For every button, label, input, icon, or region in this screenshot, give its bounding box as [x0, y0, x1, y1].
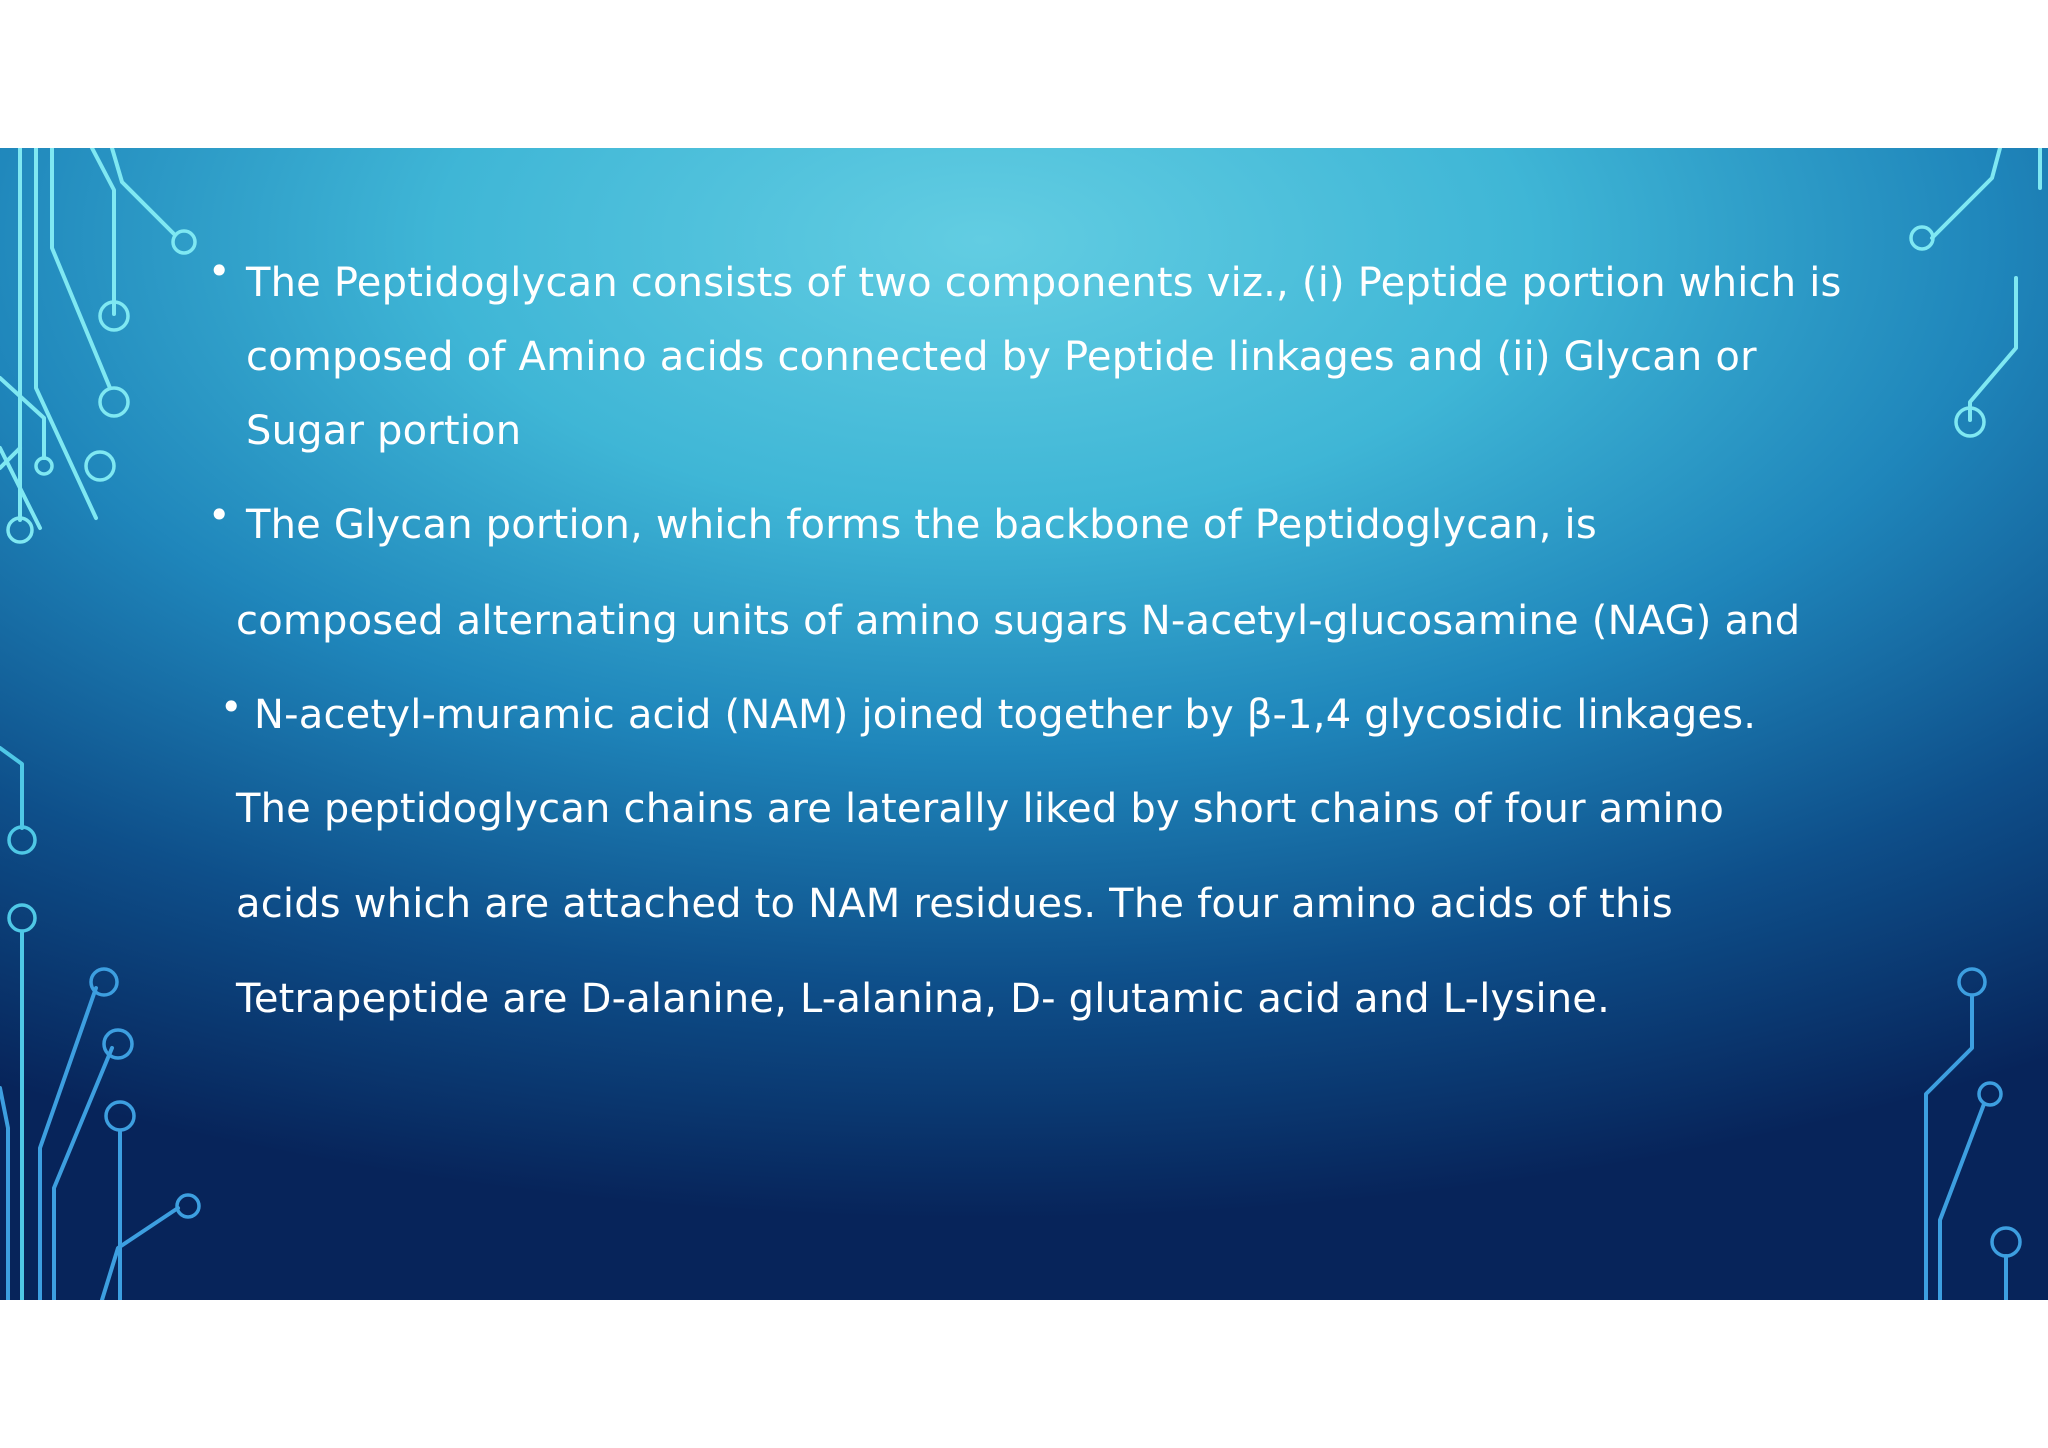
trailing-line-2: acids which are attached to NAM residues. The four amino acids of this [236, 881, 1673, 927]
bullet-marker: • [208, 493, 231, 537]
bullet-2-line-1: The Glycan portion, which forms the backbone of Peptidoglycan, is [246, 502, 1597, 548]
trailing-line-3: Tetrapeptide are D-alanine, L-alanina, D- glutamic acid and L-lysine. [236, 976, 1611, 1022]
trailing-line-1: The peptidoglycan chains are laterally liked by short chains of four amino [236, 786, 1725, 832]
continuation-line: composed alternating units of amino sugars N-acetyl-glucosamine (NAG) and [236, 598, 1801, 644]
slide [0, 148, 2048, 1300]
bullet-marker: • [220, 685, 243, 729]
bullet-1-line-1: The Peptidoglycan consists of two components viz., (i) Peptide portion which is [246, 260, 1842, 306]
bullet-3-line-1: N-acetyl-muramic acid (NAM) joined together by β-1,4 glycosidic linkages. [254, 692, 1757, 738]
bullet-marker: • [208, 249, 231, 293]
bullet-1-line-3: Sugar portion [246, 408, 522, 454]
slide-content [0, 148, 2048, 1300]
bullet-1-line-2: composed of Amino acids connected by Peptide linkages and (ii) Glycan or [246, 334, 1757, 380]
